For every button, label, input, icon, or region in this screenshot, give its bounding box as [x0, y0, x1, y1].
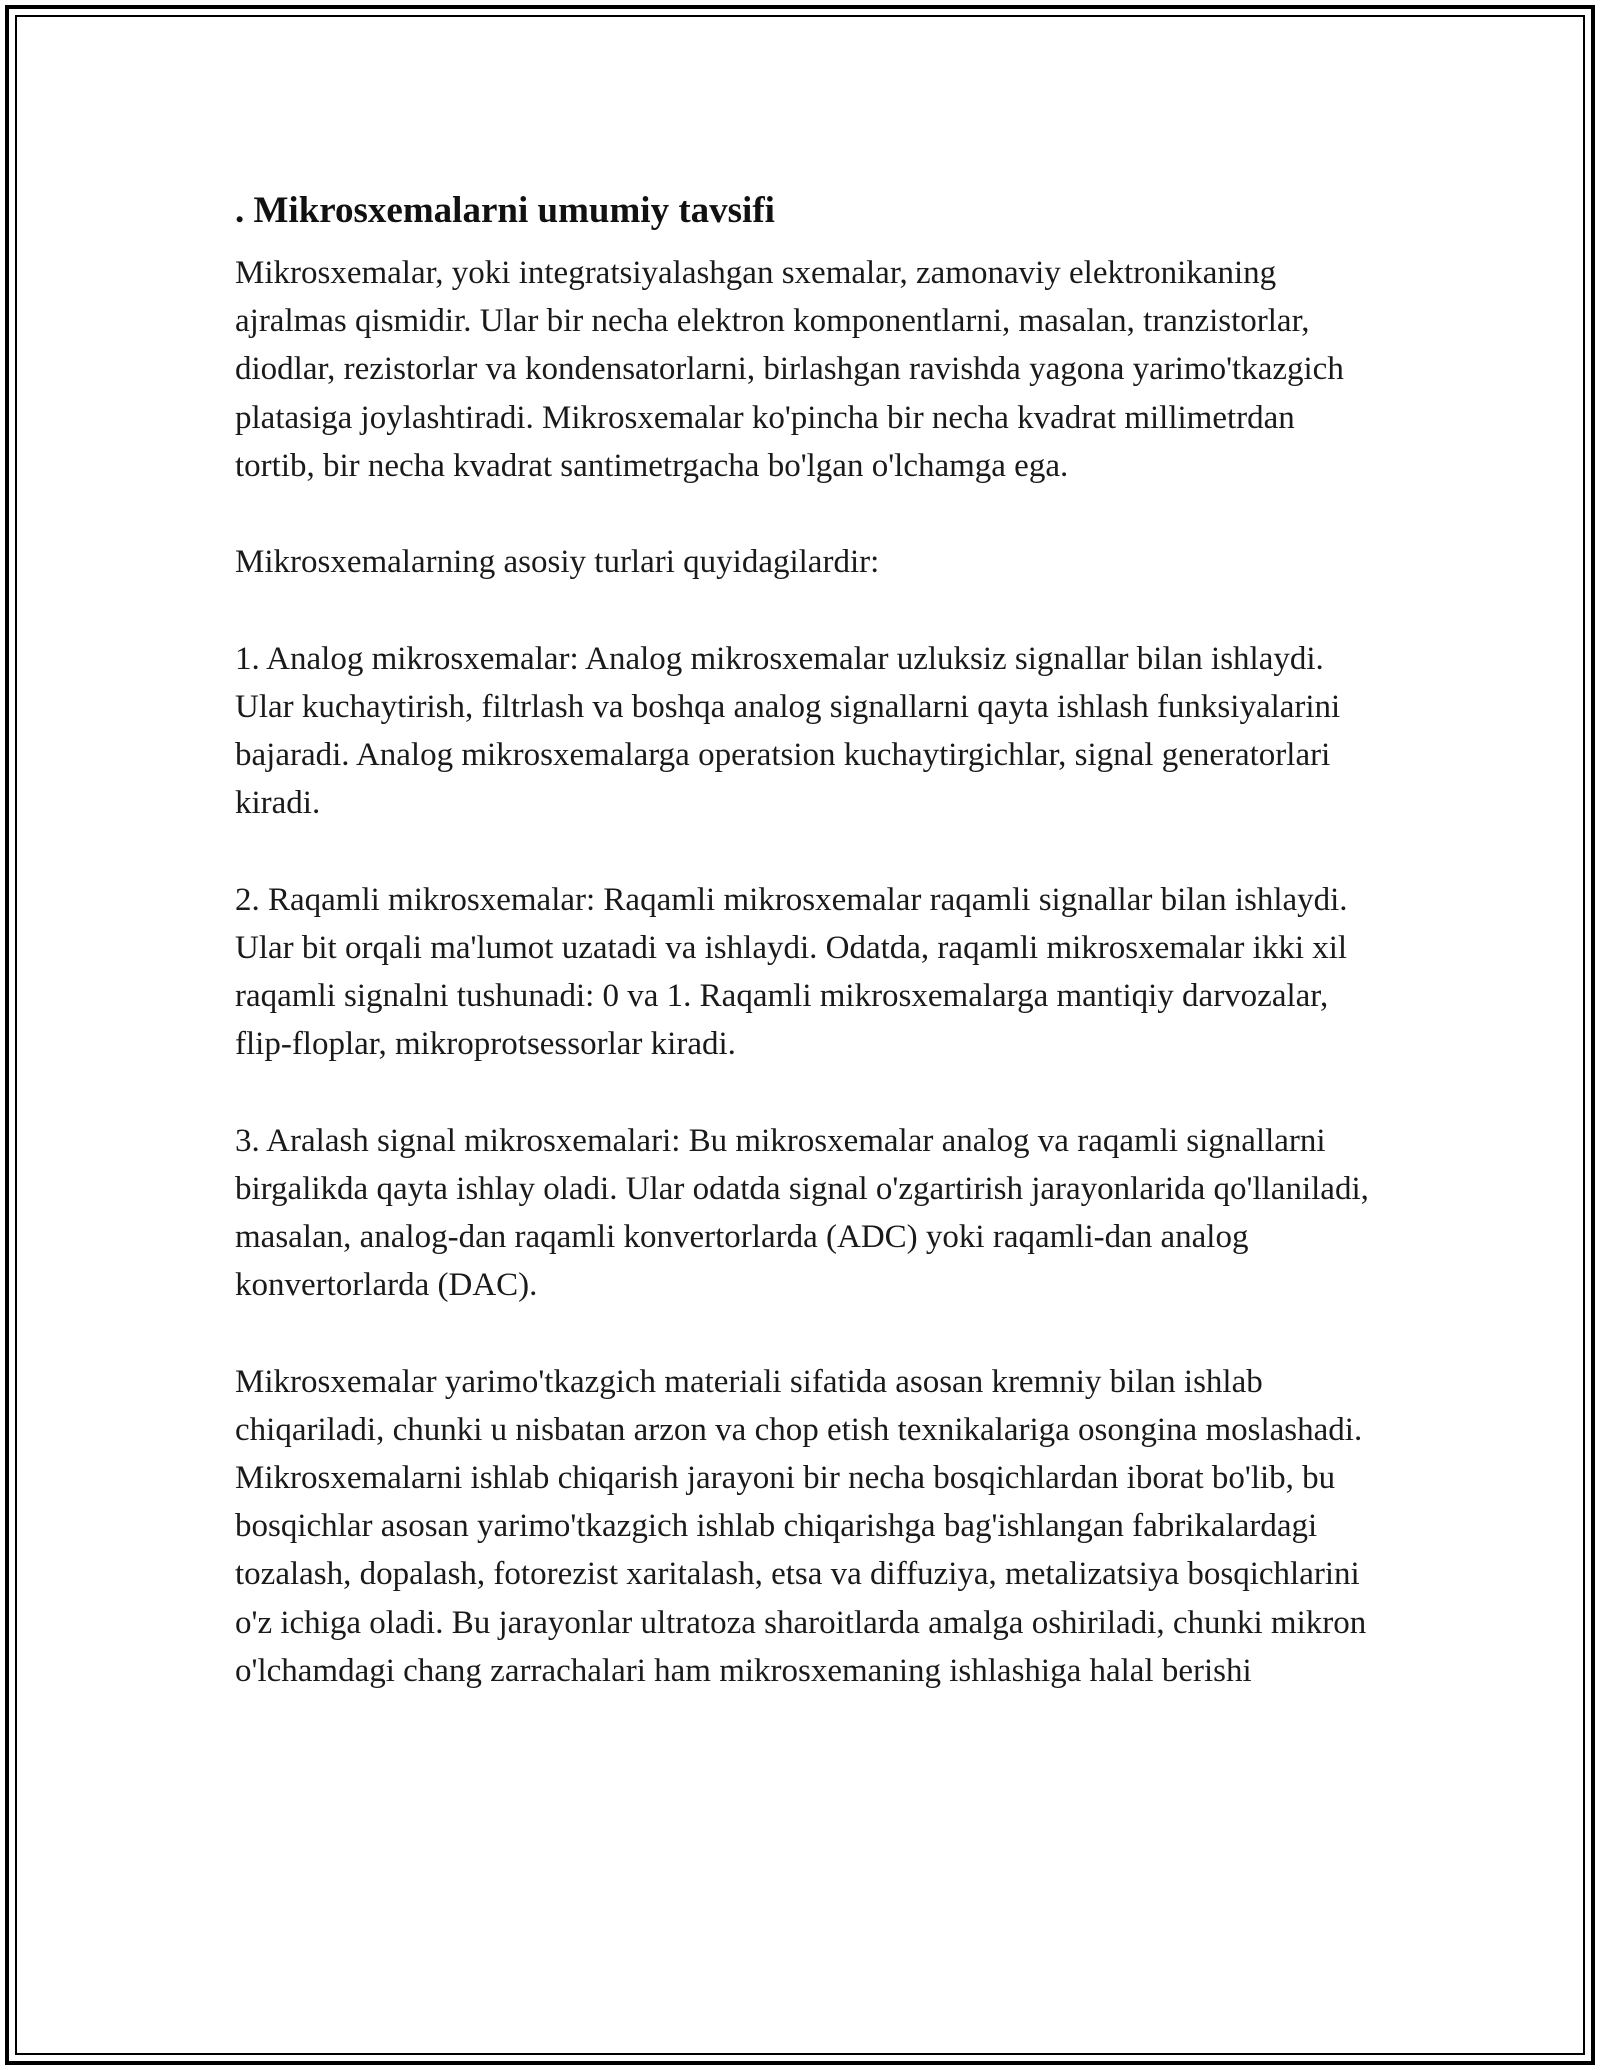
paragraph-digital: 2. Raqamli mikrosxemalar: Raqamli mikrosxemalar raqamli signallar bilan ishlaydi. Ular bit orqali ma'lumot uzatadi va ishlaydi. Odatda, raqamli mikrosxemalar ikki xil raqamli signalni tushunadi: 0 va 1. Raqamli mikrosxemalarga mantiqiy darvozalar, flip-floplar, mikroprotsessorlar kiradi.: [235, 881, 1348, 1063]
paragraph-analog: 1. Analog mikrosxemalar: Analog mikrosxemalar uzluksiz signallar bilan ishlaydi. Ular kuchaytirish, filtrlash va boshqa analog signallarni qayta ishlash funksiyalarini bajaradi. Analog mikrosxemalarga operatsion kuchaytirgichlar, signal generatorlari kiradi.: [235, 640, 1341, 822]
paragraph-intro: Mikrosxemalar, yoki integratsiyalashgan sxemalar, zamonaviy elektronikaning ajralmas qismidir. Ular bir necha elektron komponentlarni, masalan, tranzistorlar, diodlar, rezistorlar va kondensatorlarni, birlashgan ravishda yagona yarimo'tkazgich platasiga joylashtiradi. Mikrosxemalar ko'pincha bir necha kvadrat millimetrdan tortib, bir necha kvadrat santimetrgacha bo'lgan o'lchamga ega.: [235, 255, 1344, 484]
paragraph-manufacturing: Mikrosxemalar yarimo'tkazgich materiali sifatida asosan kremniy bilan ishlab chiqariladi, chunki u nisbatan arzon va chop etish texnikalariga osongina moslashadi. Mikrosxemalarni ishlab chiqarish jarayoni bir necha bosqichlardan iborat bo'lib, bu bosqichlar asosan yarimo'tkazgich ishlab chiqarishga bag'ishlangan fabrikalardagi tozalash, dopalash, fotorezist xaritalash, etsa va diffuziya, metalizatsiya bosqichlarini o'z ichiga oladi. Bu jarayonlar ultratoza sharoitlarda amalga oshiriladi, chunki mikron o'lchamdagi chang zarrachalari ham mikrosxemaning ishlashiga halal berishi: [235, 1363, 1367, 1689]
document-body: [235, 185, 1375, 1695]
paragraph-types-heading: Mikrosxemalarning asosiy turlari quyidagilardir:: [235, 544, 880, 581]
paragraph-mixed-signal: 3. Aralash signal mikrosxemalari: Bu mikrosxemalar analog va raqamli signallarni birgalikda qayta ishlay oladi. Ular odatda signal o'zgartirish jarayonlarida qo'llaniladi, masalan, analog-dan raqamli konvertorlarda (ADC) yoki raqamli-dan analog konvertorlarda (DAC).: [235, 1122, 1369, 1304]
document-title: . Mikrosxemalarni umumiy tavsifi: [235, 190, 775, 231]
